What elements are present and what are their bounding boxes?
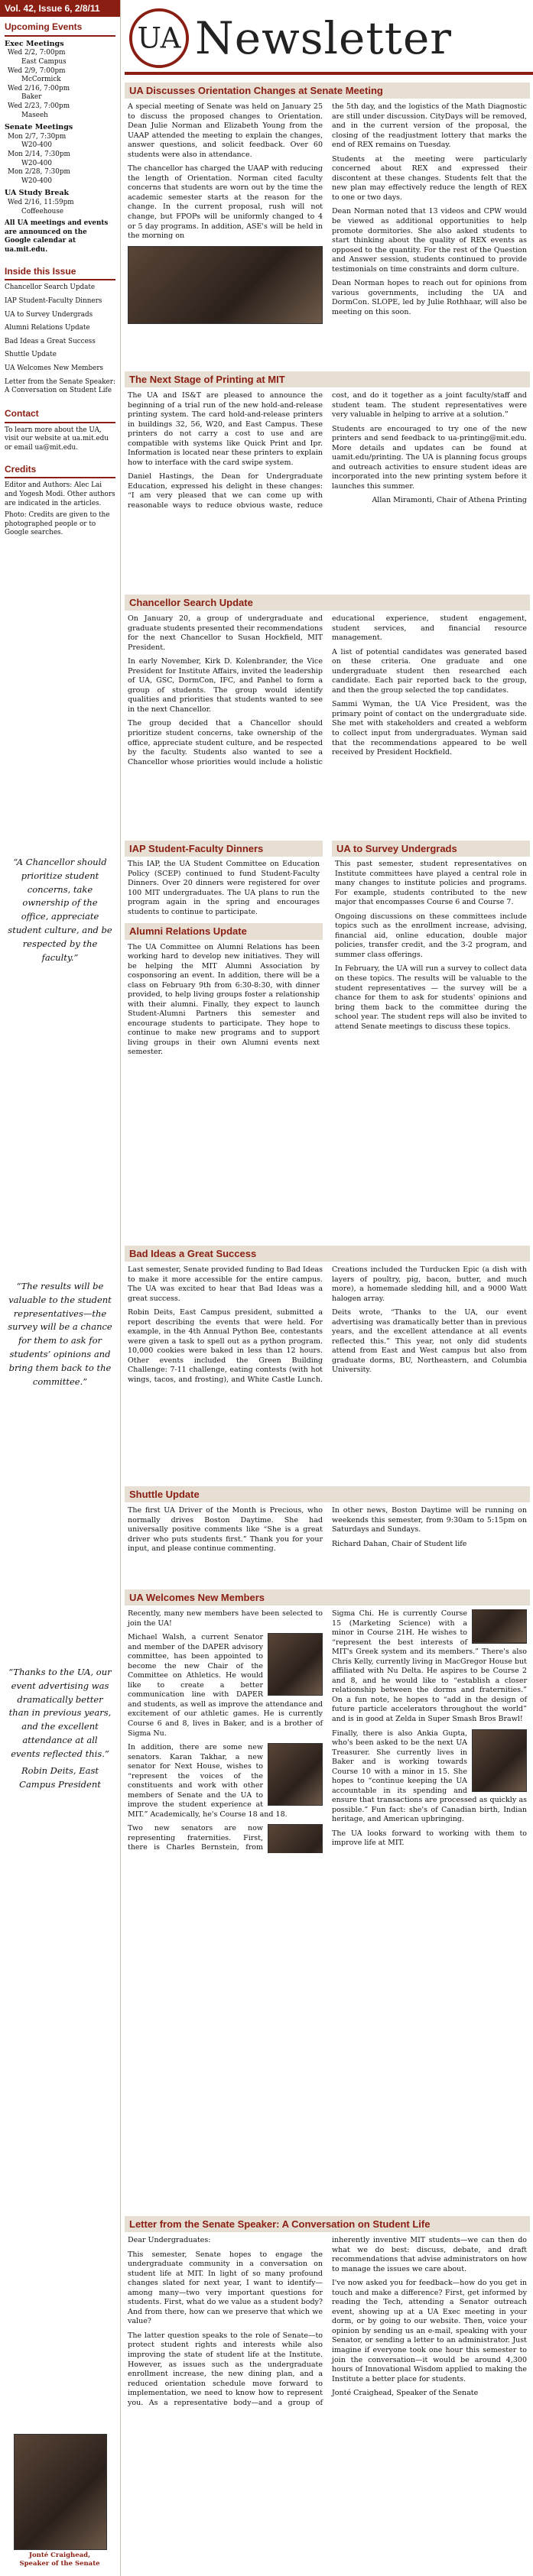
signature: Richard Dahan, Chair of Student life (332, 1539, 467, 1548)
article-body (125, 2232, 530, 2412)
paragraph: Students are encouraged to try one of the new printers and send feedback to ua-printing@mit.edu. More details and updates can be found at uamit.edu/printing. The UA is planning focus groups and outreach activities to ensure student ideas are incorporated into the new printing system before it launches this summer. (332, 424, 527, 491)
article-title: UA Discusses Orientation Changes at Senate Meeting (125, 83, 530, 99)
paragraph: In other news, Boston Daytime will be running on weekends this semester, from 9:30am to 5:15pm on Saturdays and Sundays. (332, 1506, 527, 1534)
inside-item[interactable]: Shuttle Update (5, 351, 57, 359)
paragraph: Dean Norman hopes to reach out for opinions from various governments, including the UA and DormCon. SLOPE, led by Julie Rothhaar, will also be meeting on this soon. (332, 279, 527, 316)
masthead (125, 0, 533, 76)
paragraph: The UA and IS&T are pleased to announce the beginning of a trial run of the new hold-and-release printing system. The card hold-and-release printers in buildings 32, 56, W20, and East Campus. These printers do not carry a cost to use and are compatible with systems like Quick Print and Ipr. Information is located near these printers to explain how to interface with the card swipe system. (128, 391, 323, 467)
paragraph: Ongoing discussions on these committees include topics such as the enrollment increase, advising, financial aid, online education, double major policies, transfer credit, and the 3-2 program, and summer class offerings. (335, 912, 527, 959)
article-printing (125, 371, 530, 515)
paragraph: The latter question speaks to the role of Senate—to protect student rights and interests while also improving the state of student life at the Institute. However, as issues such as the undergraduate enrollment increase, the new dining plan, and a reduced orientation schedule move forward to implementation, we need to know how to represent you. As a representative body—and a group of inherently inventive MIT students—we can then do what we do best: discuss, debate, and draft recommendations that advise administrators on how to manage the issues we care about. (128, 2236, 527, 2407)
newsletter-title: Newsletter (195, 12, 453, 64)
article-orientation (125, 83, 530, 329)
michael-walsh-photo (268, 1633, 323, 1696)
paragraph: Michael Walsh, a current Senator and member of the DAPER advisory committee, has been appointed to become the new Chair of the Committee on Athletics. He would like to create a better communication line with DAPER and students, as well as improve the attendance and excitement of our athletic games. He is currently Course 6 and 8, lives in Baker, and is a brother of Sigma Nu. (128, 1633, 323, 1738)
paragraph: the 5th day, and the logistics of the Math Diagnostic are still under discussion. CityDays will be removed, and in the current version of the proposal, the closing of the readjustment lottery that marks the end of REX remains on Tuesday. (332, 102, 527, 150)
quote-text: “Thanks to the UA, our event advertising was dramatically better than in previous years, and the excellent attendance at all events reflected this.” (8, 1667, 112, 1759)
paragraph: The group decided that a Chancellor should prioritize student concerns, take ownership of the office, appreciate student culture, and be respected by the faculty. Students also wanted to see a Chancellor whose priorities would include a holistic educational experience, student engagement, student services, and financial resource management. (128, 614, 527, 766)
event-line: W20-400 (21, 141, 52, 150)
inside-item[interactable]: Alumni Relations Update (5, 324, 90, 332)
event-line: Baker (21, 93, 42, 102)
paragraph: In addition, there are some new senators. Karan Takhar, a new senator for Next House, wishes to “represent the voices of the constituents and work with other members of Senate and the UA to improve the student experience at MIT.” Academically, he's Course 18 and 18. (128, 1743, 288, 1819)
credits-section (0, 461, 120, 546)
article-body (125, 611, 530, 771)
inside-list (5, 284, 115, 395)
inside-item[interactable]: Chancellor Search Update (5, 284, 96, 292)
article-shuttle (125, 1486, 530, 1560)
paragraph: Sammi Wyman, the UA Vice President, was the primary point of contact on the undergraduate side. She met with stakeholders and created a webform to collect input from undergraduates. Wyman said that the recommendations appeared to be well received by President Hockfield. (332, 700, 527, 757)
volume-banner: Vol. 42, Issue 6, 2/8/11 (0, 0, 120, 17)
quote-attribution: Robin Deits, East Campus President (19, 1764, 101, 1790)
article-title: Chancellor Search Update (125, 595, 530, 611)
article-title: The Next Stage of Printing at MIT (125, 371, 530, 387)
paragraph: Robin Deits, East Campus president, submitted a report describing the events that were held. For example, in the 4th Annual Python Bee, contestants were given a task to spell out as a python program. 10,000 cookies were baked in less than 12 hours. Other events included the Green Building Challenge: 7-11 challenge, eating contests (with hot wings, tacos, and frosting), and White Castle Lunch. Creations included the Turducken Epic (a dish with layers of poultry, pig, bacon, butter, and much more), a homemade sledding hill, and a 9000 Watt halogen array. (128, 1265, 527, 1384)
paragraph: Last semester, Senate provided funding to Bad Ideas to make it more accessible for the entire campus. The UA was excited to hear that Bad Ideas was a great success. (128, 1265, 323, 1303)
article-title: UA to Survey Undergrads (332, 841, 530, 857)
article-chancellor (125, 595, 530, 771)
event-line: W20-400 (21, 177, 52, 185)
exec-meetings-list (5, 49, 115, 120)
paragraph: Recently, many new members have been selected to join the UA! (128, 1609, 323, 1628)
credits-editor: Editor and Authors: Alec Lai and Yogesh Modi. Other authors are indicated in the articles. (5, 481, 115, 507)
pull-quote-survey: “The results will be valuable to the student representatives—the survey will be a chance for them to ask for students’ opinions and bring them back to the committee.” (8, 1281, 112, 1387)
article-title: UA Welcomes New Members (125, 1589, 530, 1606)
paragraph: This IAP, the UA Student Committee on Education Policy (SCEP) continued to fund Student-Faculty Dinners. Over 20 dinners were registered for over 100 MIT undergraduates. The UA plans to run the program again in the spring and encourages students to continue to participate. (128, 860, 320, 916)
paragraph: The chancellor has charged the UAAP with reducing the length of Orientation. Norman cited faculty concerns that students are worn out by the time the academic semester starts at the reason for the change. In the current proposal, rush will not change, but FPOPs will be uniformly changed to 4 or 5 day programs. In addition, ASE's will be held in the morning on (128, 164, 323, 241)
paragraph: I've now asked you for feedback—how do you get in touch and make a difference? First, get informed by reading the Tech, attending a Senator outreach event, showing up at a UA Exec meeting in your dorm, or by going to our website. Then, voice your opinion by sending us an e-mail, speaking with your Senator, or sending a letter to an administrator. Just imagine if everyone took one hour this semester to join the conversation—it would be around 4,300 hours of Innovational Wisdom applied to making the Institute a better place for students. (332, 2279, 527, 2383)
photo-caption: Jonté Craighead, Speaker of the Senate (19, 2552, 100, 2568)
contact-text: To learn more about the UA, visit our website at ua.mit.edu or email ua@mit.edu. (5, 426, 109, 452)
article-survey (332, 841, 530, 1032)
article-iap (125, 841, 323, 1061)
inside-item[interactable]: IAP Student-Faculty Dinners (5, 297, 102, 306)
pull-quote-chancellor: “A Chancellor should prioritize student concerns, take ownership of the office, appreciate student culture, and be respected by the faculty.” (8, 857, 112, 963)
paragraph: Finally, there is also Ankia Gupta, who's been asked to be the next UA Treasurer. She currently lives in Baker and is working towards Course 10 with a minor in 15. She hopes to “continue keeping the UA accountable in its spending and ensure that transactions are processed as quickly as possible.” Fun fact: she's of Canadian birth, Indian heritage, and American upbringing. (332, 1729, 527, 1824)
article-body (125, 1262, 530, 1388)
event-line: Coffeehouse (21, 207, 64, 215)
paragraph: The UA looks forward to working with them to improve life at MIT. (332, 1829, 527, 1848)
event-line: Maseeh (21, 111, 48, 119)
inside-item[interactable]: Letter from the Senate Speaker: A Conversation on Student Life (5, 377, 115, 395)
senate-meetings-list (5, 133, 115, 186)
contact-heading: Contact (5, 407, 39, 419)
paragraph: Deits wrote, “Thanks to the UA, our event advertising was dramatically better than in previous years, and the excellent attendance at all events reflected this.” This year, not only did students attend from East and West campus but also from graduate dorms, BU, Northeastern, and Columbia University. (332, 1308, 527, 1375)
paragraph: This semester, Senate hopes to engage the undergraduate community in a conversation on student life at MIT. In light of so many profound changes slated for next year, I want to identify—among many—two very important questions for students. First, what do we value as a student body? And from there, how can we preserve that which we value? (128, 2250, 323, 2326)
event-line: East Campus (21, 57, 67, 66)
event-line: Mon 2/28, 7:30pm (8, 168, 70, 177)
article-title: IAP Student-Faculty Dinners (125, 841, 323, 857)
calendar-note: All UA meetings and events are announced on the Google calendar at ua.mit.edu. (5, 219, 109, 254)
paragraph: Daniel Hastings, the Dean for Undergraduate Education, expressed his delight in these changes: “I am very pleased that we can come up with reasonable ways to reduce obvious waste, reduce cost, and do it together as a joint faculty/staff and student team. The student representatives were very valuable in helping to arrive at a solution.” (128, 391, 527, 510)
divider (5, 279, 115, 280)
article-body (125, 99, 530, 329)
exec-meetings-heading: Exec Meetings (5, 39, 64, 48)
pull-quote-bad-ideas (0, 1666, 120, 1791)
karan-takhar-photo (268, 1743, 323, 1806)
logo-text: UA (137, 21, 181, 55)
paragraph: In early November, Kirk D. Kolenbrander, the Vice President for Institute Affairs, invited the leadership of UA, GSC, DormCon, IFC, and Panhel to form a group of students. The group would identify qualities and priorities that students wanted to see in the next Chancellor. (128, 657, 323, 714)
event-line: Wed 2/16, 11:59pm (8, 198, 74, 206)
inside-item[interactable]: UA to Survey Undergrads (5, 310, 93, 319)
credits-photo: Photo: Credits are given to the photographed people or to Google searches. (5, 511, 110, 537)
article-body (125, 387, 530, 514)
signature: Jonté Craighead, Speaker of the Senate (332, 2389, 479, 2398)
paragraph: In February, the UA will run a survey to collect data on these topics. The results will be valuable to the student representatives — the survey will be a chance for them to ask for students' opinions and bring them back to the committee during the school year. The student reps will also be invited to attend Senate meetings to discuss these topics. (335, 964, 527, 1031)
event-line: Wed 2/16, 7:00pm (8, 84, 70, 92)
ankia-gupta-photo (472, 1729, 527, 1792)
article-new-members (125, 1589, 530, 1857)
speaker-photo-block (14, 2434, 106, 2568)
senate-meetings-heading: Senate Meetings (5, 123, 73, 132)
sidebar (0, 0, 121, 2576)
paragraph: Dean Norman noted that 13 videos and CPW would be viewed as additional opportunities to help promote dormitories. She also asked students to start thinking about the quality of REX events as opposed to the quantity. For the rest of the Question and Answer session, students continued to provide testimonials on time constraints and dorm culture. (332, 207, 527, 274)
divider (5, 35, 115, 37)
article-title: Bad Ideas a Great Success (125, 1246, 530, 1262)
paragraph: The first UA Driver of the Month is Precious, who normally drives Boston Daytime. She had universally positive comments like “She is a great driver who puts students first.” Thank you for your input, and please continue commenting. (128, 1506, 323, 1554)
divider (5, 477, 115, 478)
credits-heading: Credits (5, 463, 37, 475)
paragraph: This past semester, student representatives on Institute committees have played a central role in many changes to institute policies and programs. For example, students contributed to the new major that encompasses Course 6 and Course 7. (335, 860, 527, 907)
alumni-title: Alumni Relations Update (125, 923, 323, 939)
article-title: Shuttle Update (125, 1486, 530, 1502)
divider (5, 422, 115, 423)
contact-section (0, 405, 120, 461)
masthead-rule (125, 72, 533, 75)
event-line: Wed 2/9, 7:00pm (8, 66, 66, 75)
paragraph: A special meeting of Senate was held on January 25 to discuss the proposed changes to Orientation. Dean Julie Norman and Elizabeth Young from the UAAP attended the meeting to explain the changes, answer questions, and solicit feedback. Over 60 students were also in attendance. (128, 102, 323, 159)
upcoming-events (0, 18, 120, 263)
study-break-heading: UA Study Break (5, 189, 70, 198)
inside-item[interactable]: Bad Ideas a Great Success (5, 337, 96, 345)
inside-item[interactable]: UA Welcomes New Members (5, 365, 104, 373)
inside-this-issue (0, 263, 120, 405)
ua-logo (129, 5, 189, 72)
paragraph: The UA Committee on Alumni Relations has been working hard to develop new initiatives. They will be helping the MIT Alumni Association by cosponsoring an event. In addition, there will be a class on February 9th from 6:30-8:30, with dinner provided, to help living groups foster a relationship with their alumni. Finally, they expect to launch Student-Alumni Partners this semester and encourage students to participate. They hope to continue to make new programs and to support living groups in their own Alumni events next semester. (128, 942, 320, 1057)
paragraph: Dear Undergraduates: (128, 2236, 211, 2245)
article-body (125, 1502, 530, 1560)
event-line: Mon 2/14, 7:30pm (8, 150, 70, 158)
event-line: W20-400 (21, 159, 52, 167)
article-bad-ideas (125, 1246, 530, 1389)
article-body (125, 1606, 530, 1857)
article-title: Letter from the Senate Speaker: A Conversation on Student Life (125, 2216, 530, 2232)
senate-meeting-photo (128, 246, 323, 324)
signature: Allan Miramonti, Chair of Athena Printing (372, 496, 527, 505)
inside-heading: Inside this Issue (5, 265, 76, 277)
paragraph: Students at the meeting were particularly concerned about REX and expressed their discontent at these changes. Students felt that the new plan may effectively reduce the length of REX to one or two days. (332, 154, 527, 202)
paragraph: On January 20, a group of undergraduate and graduate students presented their recommendations for the next Chancellor to Susan Hockfield, MIT President. (128, 614, 323, 652)
paragraph: A list of potential candidates was generated based on these criteria. One graduate and one undergraduate student then researched each candidate. Each pair reported back to the group, and then the group selected the top candidates. (332, 647, 527, 695)
event-line: Wed 2/2, 7:00pm (8, 49, 66, 57)
speaker-photo (14, 2434, 107, 2550)
event-line: McCormick (21, 76, 61, 84)
event-line: Wed 2/23, 7:00pm (8, 102, 70, 111)
upcoming-events-heading: Upcoming Events (5, 21, 83, 32)
study-break-list (5, 199, 115, 216)
event-line: Mon 2/7, 7:30pm (8, 132, 67, 141)
article-letter (125, 2216, 530, 2412)
paragraph: Two new senators are now representing fraternities. First, there is Charles Bernstein, from Sigma Chi. He is currently Course 15 (Marketing Science) with a minor in Course 21H. He wishes to “represent the best interests of MIT's Greek system and its members.” There's also Chris Kelly, currently living in MacGregor House but affiliated with Nu Delta. He aspires to be Course 2 and 8, and he would like to “establish a closer relationship between the dorms and fraternities.” On a fun note, he hopes to “add in the design of future particle accelerators throughout the world” and is in good at Zelda in Super Smash Bros Brawl! (128, 1609, 527, 1852)
